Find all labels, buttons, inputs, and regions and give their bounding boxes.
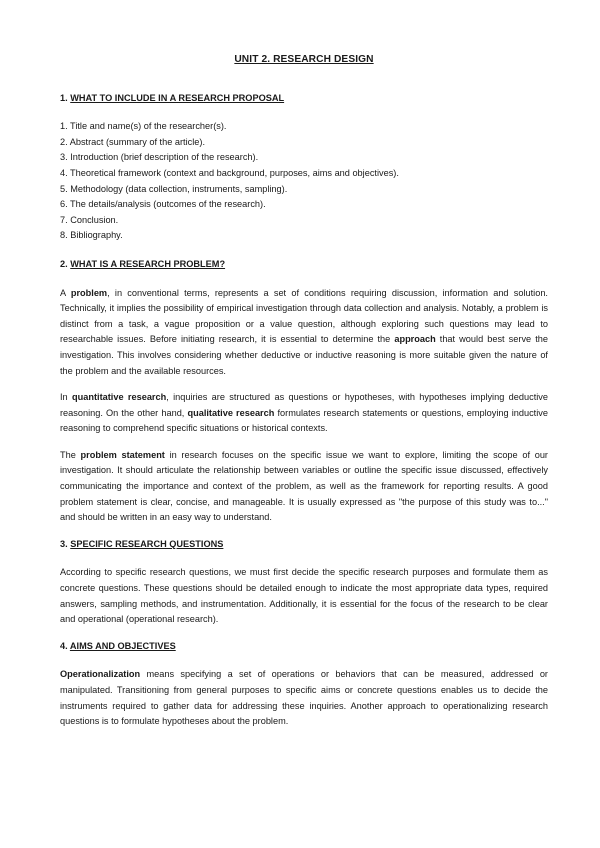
list-item: 8. Bibliography. bbox=[60, 230, 123, 241]
paragraph-problem bbox=[60, 286, 548, 380]
section-3-title: SPECIFIC RESEARCH QUESTIONS bbox=[70, 538, 224, 549]
document-page bbox=[60, 52, 548, 741]
section-2 bbox=[60, 257, 548, 526]
section-1-heading bbox=[60, 91, 548, 107]
section-1 bbox=[60, 91, 548, 244]
bold-term: problem bbox=[70, 287, 108, 298]
bold-term: problem statement bbox=[80, 449, 165, 460]
list-item: 7. Conclusion. bbox=[60, 214, 119, 225]
list-item: 1. Title and name(s) of the researcher(s). bbox=[60, 121, 227, 132]
section-1-title: WHAT TO INCLUDE IN A RESEARCH PROPOSAL bbox=[70, 92, 285, 103]
list-item: 6. The details/analysis (outcomes of the research). bbox=[60, 199, 266, 210]
section-3-heading bbox=[60, 537, 548, 553]
paragraph-operationalization bbox=[60, 667, 548, 729]
list-item: 2. Abstract (summary of the article). bbox=[60, 136, 206, 147]
paragraph-problem-statement bbox=[60, 448, 548, 526]
section-4-title: AIMS AND OBJECTIVES bbox=[69, 640, 176, 651]
text-run: that would best serve the investigation. This involves considering whether deductive or inductive reasoning is more suitable given the nature of the problem and the available resources. bbox=[60, 334, 548, 376]
text-run: , in conventional terms, represents a set of conditions requiring discussion, information and solution. Technically, it implies the possibility of empirical investigation through data collection and analysis. Notably, a problem is distinct from a task, a vague proposition or a value question, although exploring such questions may lead to researchable issues. Before initiating research, it is essential to determine the bbox=[60, 287, 548, 345]
section-4-number: 4. bbox=[60, 640, 68, 651]
document-title: UNIT 2. RESEARCH DESIGN bbox=[234, 54, 374, 65]
text-run: A bbox=[60, 287, 71, 298]
bold-term: qualitative research bbox=[187, 407, 275, 418]
section-3-number: 3. bbox=[60, 538, 68, 549]
section-2-title: WHAT IS A RESEARCH PROBLEM? bbox=[70, 258, 226, 269]
section-2-number: 2. bbox=[60, 258, 68, 269]
proposal-contents-list bbox=[60, 119, 548, 244]
text-run: means specifying a set of operations or behaviors that can be measured, addressed or manipulated. Transitioning from general purposes to specific aims or concrete questions enables us to decide the instruments required to gather data for addressing these inquiries. Another approach to operationalizing research questions is to formulate hypotheses about the problem. bbox=[60, 669, 548, 727]
bold-term: approach bbox=[394, 334, 436, 345]
bold-term: Operationalization bbox=[60, 669, 141, 680]
text-run: formulates research statements or questions, employing inductive reasoning to comprehend specific situations or historical contexts. bbox=[60, 407, 548, 434]
list-item: 3. Introduction (brief description of the research). bbox=[60, 152, 259, 163]
text-run: The bbox=[60, 449, 81, 460]
text-run: , inquiries are structured as questions or hypotheses, with hypotheses implying deductive reasoning. On the other hand, bbox=[60, 392, 548, 418]
text-run: in research focuses on the specific issue we want to explore, limiting the scope of our investigation. It should articulate the relationship between variables or outline the specific issue discussed, effectively communicating the importance and context of the problem, as well as the framework for reporting results. A good problem statement is clear, concise, and manageable. It is usually expressed as "the purpose of this study was to..." and should be written in an easy way to understand. bbox=[60, 449, 548, 523]
list-item: 5. Methodology (data collection, instruments, sampling). bbox=[60, 183, 288, 194]
section-1-number: 1. bbox=[60, 92, 68, 103]
section-3 bbox=[60, 537, 548, 628]
section-4 bbox=[60, 639, 548, 730]
paragraph-quant-qual bbox=[60, 390, 548, 437]
section-4-heading bbox=[60, 639, 548, 655]
list-item: 4. Theoretical framework (context and background, purposes, aims and objectives). bbox=[60, 167, 399, 178]
paragraph-specific-questions: According to specific research questions, we must first decide the specific research purposes and formulate them as concrete questions. These questions should be detailed enough to indicate the most appropriate data types, required answers, sampling methods, and instrumentation. Additionally, it is essential for the focus of the research to be clear and operational (operational research). bbox=[60, 567, 548, 625]
text-run: In bbox=[60, 392, 73, 403]
bold-term: quantitative research bbox=[72, 392, 167, 403]
section-2-heading bbox=[60, 257, 548, 273]
